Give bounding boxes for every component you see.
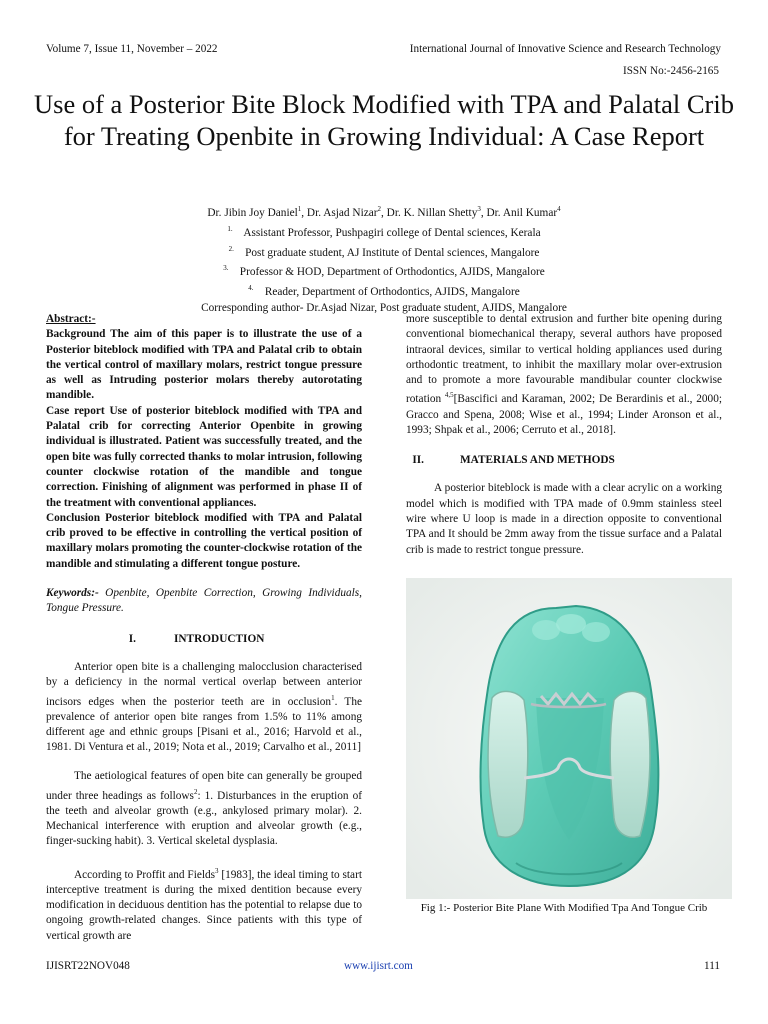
journal-volume: Volume 7, Issue 11, November – 2022 [46,43,218,55]
section-heading-introduction [46,632,362,647]
text-run: According to Proffit and Fields [74,868,216,881]
section-number: II. [412,454,424,467]
methods-paragraph: A posterior biteblock is made with a clear acrylic on a working model which is modified with TPA made of 0.9mm stainless steel wire where U loop is made in a direction opposite to conventional TPA and It should be 2mm away from the tissue surface and a Palatal crib is made to restrict tongue pressure. [406,482,722,556]
page-number: 111 [704,960,720,972]
keywords-label: Keywords:- [46,587,99,600]
website-link[interactable]: www.ijisrt.com [344,960,413,972]
text-run: more susceptible to dental extrusion and further bite opening during conventional biomechanical therapy, several authors have proposed intraoral devices, similar to vertical holding appliances used during orthodontic treatment, to inhibit the maxillary molar over-extrusion and to promote a more favourable mandibular counter clockwise rotation [406,313,722,406]
abstract-heading: Abstract:- [46,313,96,325]
affiliation-text: Post graduate student, AJ Institute of Dental sciences, Mangalore [245,246,540,259]
text-run: Anterior open bite is a challenging malocclusion characterised by a deficiency in the normal vertical overlap between anterior incisors edges when the posterior teeth are in occlusion [46,660,362,708]
affiliation [30,221,738,241]
affiliation [30,260,738,280]
left-column [46,312,362,944]
author-name: Dr. Asjad Nizar [306,206,378,219]
affiliation-text: Reader, Department of Orthodontics, AJIDS, Mangalore [264,285,520,298]
right-column [406,312,722,558]
text-run: The aetiological features of open bite can generally be grouped under three headings as follows [46,770,362,802]
abstract-conclusion: Conclusion Posterior biteblock modified with TPA and Palatal crib proved to be effective in controlling the vertical position of maxillary molars promoting the counter-clockwise rotation of the mandible and stimulating a different tongue posture. [46,511,362,570]
citation-mark: 4,5 [444,391,454,400]
affiliation-number: 4. [248,284,254,293]
author-affiliation-mark: 4 [557,205,561,213]
keywords [46,586,362,617]
intro-paragraph-2 [46,769,362,849]
author-name: Dr. Anil Kumar [486,206,558,219]
text-run: [Bascifici and Karaman, 2002; De Berardinis et al., 2000; Gracco and Spena, 2008; Wise et al., 1994; Linder Aronson et al., 1993; Shpak et al., 2006; Cerruto et al., 2018]. [406,393,722,436]
text-run: . The prevalence of anterior open bite ranges from 1.5% to 11% among different age and ethnic groups [Pisani et al., 2016; Harvold et al., 1981. Di Ventura et al., 2019; Nota et al., 2019; Carvalho et al., 2011] [46,695,362,754]
affiliation-text: Professor & HOD, Department of Orthodontics, AJIDS, Mangalore [239,266,545,279]
article-id: IJISRT22NOV048 [46,960,130,972]
author-list: Dr. Jibin Joy Daniel$^1$, Dr. Asjad Nizar$^2$, Dr. K. Nillan Shetty$^3$, Dr. Anil Kumar$^4$ [207,205,561,219]
section-number: I. [128,632,136,645]
intro-paragraph-1 [46,660,362,756]
author-affiliation-mark: 2 [377,205,381,213]
appliance-photo [406,578,732,899]
abstract-background: Background The aim of this paper is to illustrate the use of a Posterior biteblock modified with TPA and Palatal crib to obtain the vertical control of maxillary molars, restrict tongue pressure as well as Intruding posterior molars thereby autorotating mandible. [46,328,362,402]
author-name: Dr. Jibin Joy Daniel [207,206,298,219]
author-affiliation-mark: 1 [297,205,302,213]
citation-mark: 2 [193,787,198,796]
affiliation-text: Assistant Professor, Pushpagiri college of Dental sciences, Kerala [243,226,541,239]
section-title: MATERIALS AND METHODS [460,454,615,467]
affiliation [30,241,738,261]
intro-continuation [406,312,722,438]
issn: ISSN No:-2456-2165 [622,65,719,77]
affiliation-number: 3. [223,264,229,273]
affiliation [30,280,738,300]
keywords-text: Openbite, Openbite Correction, Growing Individuals, Tongue Pressure. [46,587,362,615]
citation-mark: 1 [331,693,335,702]
author-affiliation-mark: 3 [477,205,481,213]
section-title: INTRODUCTION [174,632,265,645]
author-name: Dr. K. Nillan Shetty [386,206,478,219]
journal-name: International Journal of Innovative Science and Research Technology [409,43,721,55]
author-block [30,201,738,316]
intro-paragraph-3 [46,864,362,944]
citation-mark: 3 [215,866,219,875]
abstract-case-report: Case report Use of posterior biteblock modified with TPA and Palatal crib for correcting Anterior Openbite in growing individual is illustrated. Patient was successfully treated, and the open bite was fully corrected thanks to molar intrusion, following counter clockwise rotation of the mandible and tongue correction. Finishing of alignment was performed in phase II of the treatment with conventional appliances. [46,404,362,509]
text-run: : 1. Disturbances in the eruption of the teeth and alveolar growth (e.g., ankylosed primary molar). 2. Mechanical interference with eruption and alveolar growth (e.g., finger-sucking habit). 3. Vertical skeletal dysplasia. [46,789,362,848]
text-run: [1983], the ideal timing to start interceptive treatment is during the mixed dentition because every modification in deciduous dentition has the potential to relapse due to ongoing growth-related changes. Since patients with this type of vertical growth are [46,868,362,942]
affiliation-number: 1. [227,224,233,233]
figure-caption: Fig 1:- Posterior Bite Plane With Modified Tpa And Tongue Crib [420,902,708,914]
section-heading-methods [406,453,722,468]
paper-title: Use of a Posterior Bite Block Modified with TPA and Palatal Crib for Treating Openbite in Growing Individual: A Case Report [34,89,734,151]
corresponding-author: Corresponding author- Dr.Asjad Nizar, Post graduate student, AJIDS, Mangalore [201,301,567,314]
appliance-photo-illustration [406,578,732,899]
affiliation-number: 2. [228,244,234,253]
